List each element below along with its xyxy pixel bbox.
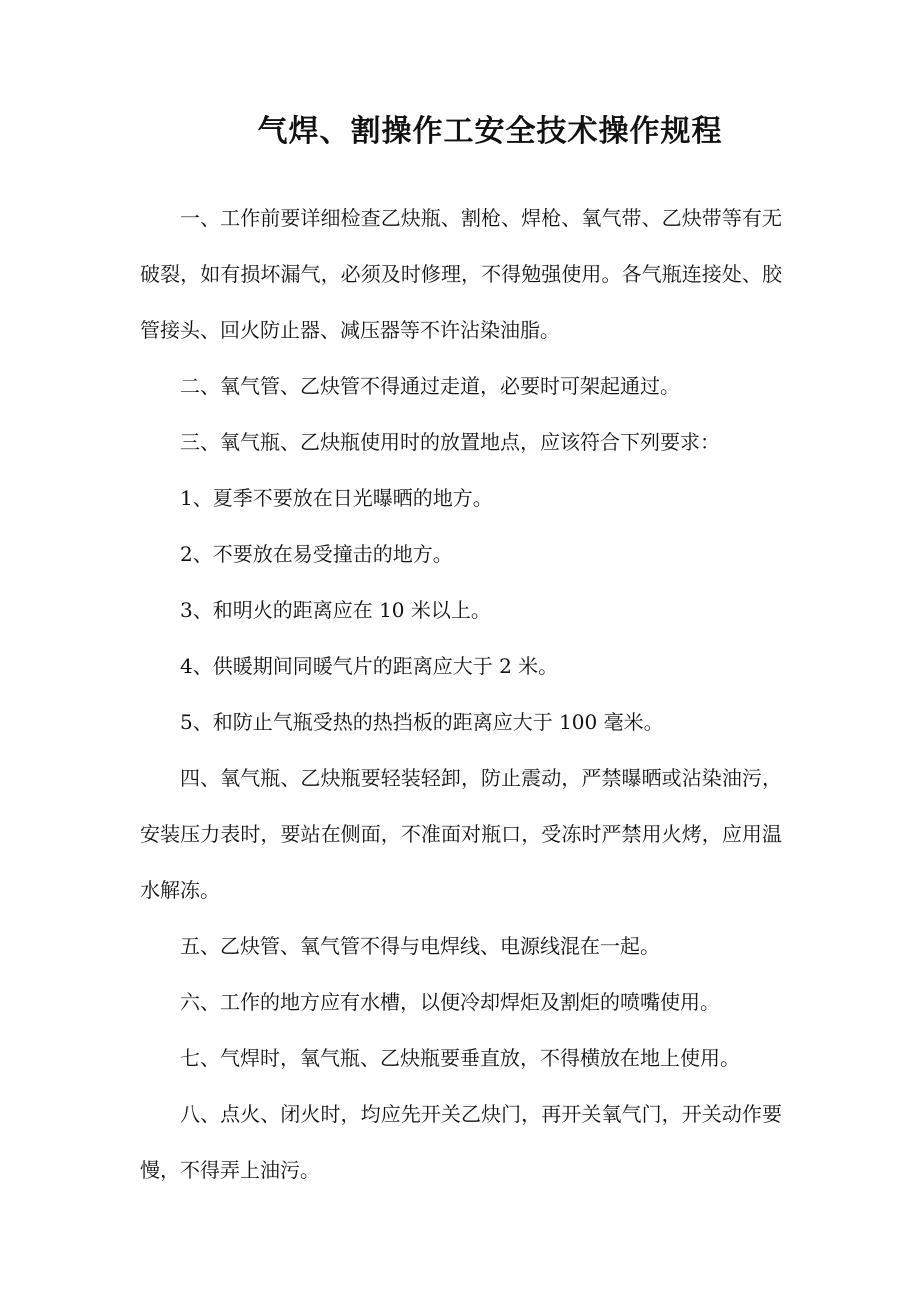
- paragraph-2: 二、氧气管、乙炔管不得通过走道，必要时可架起通过。: [180, 374, 680, 398]
- list-item-2: 2、不要放在易受撞击的地方。: [180, 542, 453, 566]
- document-body: [140, 190, 782, 1198]
- paragraph-1: 一、工作前要详细检查乙炔瓶、割枪、焊枪、氧气带、乙炔带等有无破裂，如有损坏漏气，必须及时修理，不得勉强使用。各气瓶连接处、胶管接头、回火防止器、减压器等不许沾染油脂。: [140, 206, 782, 342]
- document-title: 气焊、割操作工安全技术操作规程: [257, 114, 723, 149]
- list-item-3: 3、和明火的距离应在 10 米以上。: [180, 598, 491, 622]
- list-item-4: 4、供暖期间同暖气片的距离应大于 2 米。: [180, 654, 559, 678]
- list-item-1: 1、夏季不要放在日光曝晒的地方。: [180, 486, 493, 510]
- paragraph-4: 四、氧气瓶、乙炔瓶要轻装轻卸，防止震动，严禁曝晒或沾染油污，安装压力表时，要站在侧面，不准面对瓶口，受冻时严禁用火烤，应用温水解冻。: [140, 766, 782, 902]
- paragraph-7: 七、气焊时，氧气瓶、乙炔瓶要垂直放，不得横放在地上使用。: [180, 1046, 740, 1070]
- paragraph-3: 三、氧气瓶、乙炔瓶使用时的放置地点，应该符合下列要求：: [180, 430, 720, 454]
- paragraph-5: 五、乙炔管、氧气管不得与电焊线、电源线混在一起。: [180, 934, 660, 958]
- paragraph-8: 八、点火、闭火时，均应先开关乙炔门，再开关氧气门，开关动作要慢，不得弄上油污。: [140, 1102, 782, 1182]
- list-item-5: 5、和防止气瓶受热的热挡板的距离应大于 100 毫米。: [180, 710, 664, 734]
- paragraph-6: 六、工作的地方应有水槽，以便冷却焊炬及割炬的喷嘴使用。: [180, 990, 720, 1014]
